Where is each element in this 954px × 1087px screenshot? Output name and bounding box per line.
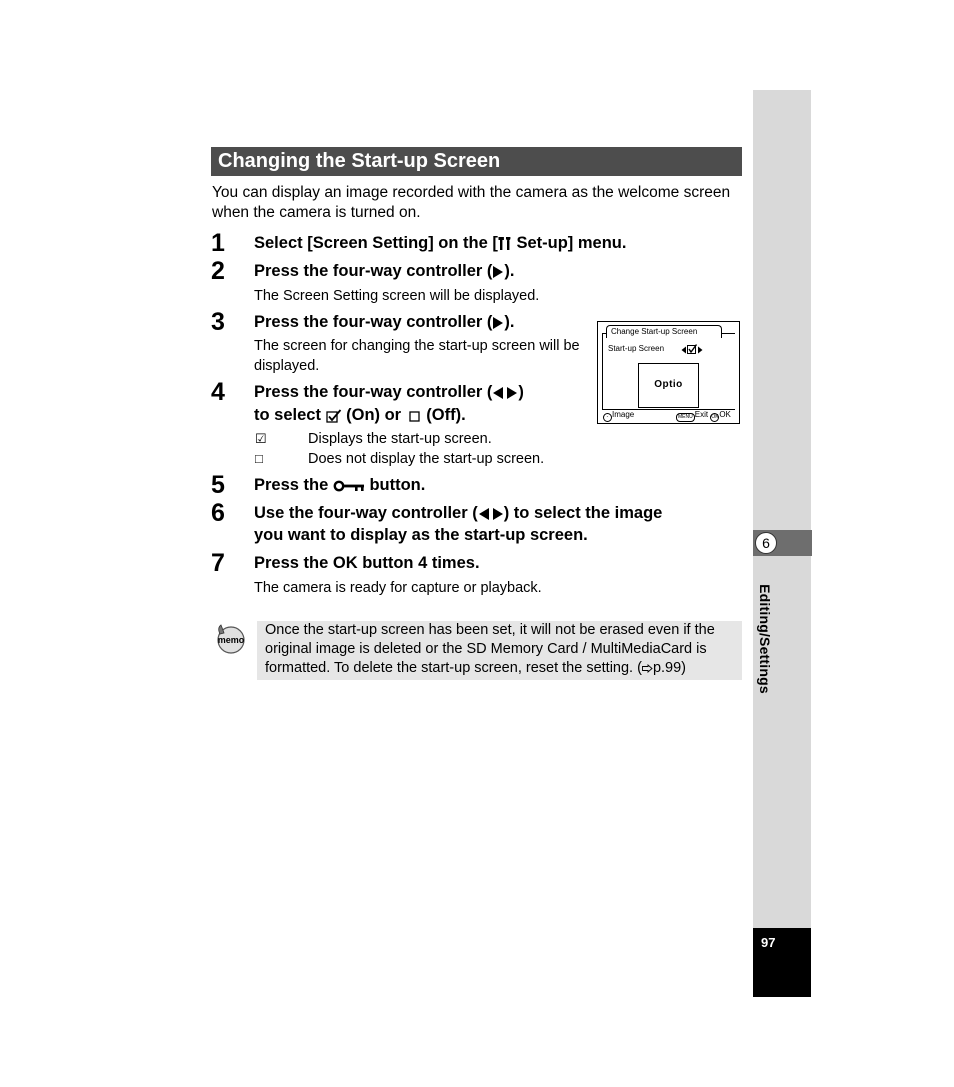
memo-note-box: Once the start-up screen has been set, it will not be erased even if the original image is deleted or the SD Memory Card / MultiMediaCard is formatted. To delete the start-up screen, reset the setting. ( p.99) <box>257 621 742 680</box>
lcd-image-preview <box>638 363 699 408</box>
lcd-footer-buttons: MENU Exit OKOK <box>678 410 731 420</box>
bullet-on-text: Displays the start-up screen. <box>308 431 492 447</box>
page-number-box <box>753 928 811 997</box>
step-6-line-2: you want to display as the start-up screen. <box>254 526 588 544</box>
checkbox-checked-icon <box>687 344 697 354</box>
step-number-5: 5 <box>211 471 225 499</box>
ok-button-icon: OK <box>711 414 719 420</box>
left-right-arrows-icon <box>478 507 504 521</box>
step-6-line-1: Use the four-way controller ( ) to select the image <box>254 504 663 522</box>
step-1-text: Select [Screen Setting] on the [ Set-up] menu. <box>254 234 627 252</box>
step-4-line-2: to select (On) or (Off). <box>254 406 466 424</box>
checkbox-checked-icon: ☑ <box>255 431 267 446</box>
step-7-text: Press the OK button 4 times. <box>254 554 480 572</box>
checkbox-empty-icon <box>406 409 422 423</box>
bullet-off-text: Does not display the start-up screen. <box>308 451 545 467</box>
section-heading-bar <box>211 147 742 176</box>
memo-icon <box>214 622 246 654</box>
step-3-note: The screen for changing the start-up screen will be displayed. <box>254 338 580 374</box>
step-number-6: 6 <box>211 499 225 527</box>
right-arrow-icon <box>697 346 703 354</box>
key-icon <box>333 479 365 493</box>
svg-text:memo: memo <box>217 635 245 645</box>
page-reference-link[interactable]: p.99 <box>652 660 682 676</box>
step-3-text: Press the four-way controller ( ). <box>254 313 515 331</box>
section-title: Changing the Start-up Screen <box>218 150 501 172</box>
lcd-footer-image: - Image <box>603 410 634 422</box>
step-number-4: 4 <box>211 378 225 406</box>
page-number: 97 <box>761 935 776 950</box>
menu-button-icon: MENU <box>678 414 693 420</box>
lcd-menu-tab: Change Start-up Screen <box>606 325 722 338</box>
zoom-lever-icon: - <box>603 413 612 422</box>
step-5-text: Press the button. <box>254 476 426 494</box>
lcd-startup-label: Start-up Screen <box>608 344 665 353</box>
step-number-3: 3 <box>211 308 225 336</box>
step-number-7: 7 <box>211 549 225 577</box>
step-number-2: 2 <box>211 257 225 285</box>
step-7-note: The camera is ready for capture or playback. <box>254 580 542 596</box>
camera-lcd-screenshot <box>597 321 740 424</box>
right-arrow-icon <box>492 316 504 330</box>
chapter-side-tab <box>753 90 811 928</box>
chapter-number: 6 <box>755 532 777 554</box>
lcd-startup-control <box>681 344 703 356</box>
chapter-label: Editing/Settings <box>757 584 773 694</box>
pointing-hand-icon <box>642 664 653 673</box>
step-2-text: Press the four-way controller ( ). <box>254 262 515 280</box>
checkbox-empty-icon: □ <box>255 451 263 466</box>
intro-paragraph: You can display an image recorded with the camera as the welcome screen when the camera is turned on. <box>212 184 731 221</box>
wrench-screwdriver-icon <box>498 236 512 252</box>
step-2-note: The Screen Setting screen will be displayed. <box>254 288 540 304</box>
checkbox-checked-icon <box>326 409 342 423</box>
step-number-1: 1 <box>211 229 225 257</box>
optio-logo-text: Optio <box>654 379 683 390</box>
left-right-arrows-icon <box>492 386 518 400</box>
right-arrow-icon <box>492 265 504 279</box>
step-4-line-1: Press the four-way controller ( ) <box>254 383 524 401</box>
